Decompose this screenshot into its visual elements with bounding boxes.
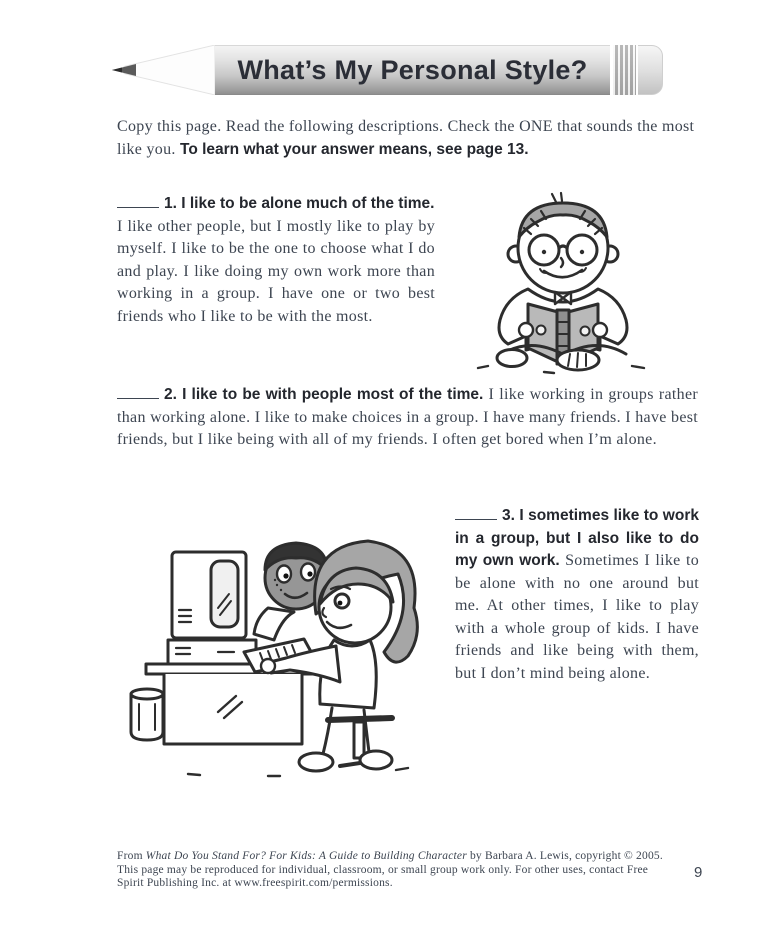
answer-blank-1[interactable]	[117, 205, 159, 208]
copyright-text: by Barbara A. Lewis, copyright © 2005. This page may be reproduced for individual, classroom, or small group work only. For other uses, contact Free Spirit Publishing Inc. at www.freespirit.com/permissions.	[117, 850, 663, 889]
option-2-heading: I like to be with people most of the time.	[182, 386, 484, 403]
option-3-paragraph	[455, 505, 699, 685]
boy-reading-book-illustration	[456, 190, 674, 378]
answer-blank-3[interactable]	[455, 517, 497, 520]
option-2-number: 2.	[164, 386, 177, 403]
answer-blank-2[interactable]	[117, 396, 159, 399]
pencil-banner	[110, 45, 663, 95]
option-1-heading: I like to be alone much of the time.	[181, 195, 435, 212]
instructions-bold: To learn what your answer means, see page 13.	[180, 140, 529, 158]
pencil-ferrule	[613, 45, 636, 95]
option-3-body: Sometimes I like to be alone with no one around but me. At other times, I like to play with a whole group of kids. I have friends and like being with them, but I don’t mind being alone.	[455, 552, 699, 682]
page-title: What’s My Personal Style?	[237, 54, 588, 85]
pencil-eraser	[638, 45, 663, 95]
option-1-heading-line	[117, 193, 435, 216]
option-1-number: 1.	[164, 195, 177, 212]
option-1	[117, 193, 435, 328]
instructions	[117, 116, 697, 161]
instructions-regular: Copy this page. Read the following descriptions. Check the ONE that sounds the most like you.	[117, 118, 695, 158]
option-3	[455, 505, 699, 685]
option-1-body: I like other people, but I mostly like to play by myself. I like to be the one to choose what I do and play. I like doing my own work more than working in a group. I have one or two best friends who I like to be with the most.	[117, 217, 435, 325]
option-2	[117, 384, 698, 452]
option-3-number: 3.	[502, 507, 515, 524]
option-2-body: I like working in groups rather than working alone. I like to make choices in a group. I have many friends. I have best friends, but I like being with all of my friends. I often get bored when I’m alone.	[117, 386, 698, 448]
option-3-heading: I sometimes like to work in a group, but I also like to do my own work.	[455, 507, 699, 569]
pencil-tip-icon	[110, 45, 215, 95]
page-number: 9	[694, 864, 703, 881]
book-title: What Do You Stand For? For Kids: A Guide to Building Character	[145, 850, 467, 862]
copyright-note	[117, 850, 665, 891]
pencil-barrel	[215, 45, 610, 95]
copyright-prefix: From	[117, 850, 146, 862]
two-kids-at-computer-illustration	[118, 512, 428, 784]
option-2-paragraph	[117, 384, 698, 452]
